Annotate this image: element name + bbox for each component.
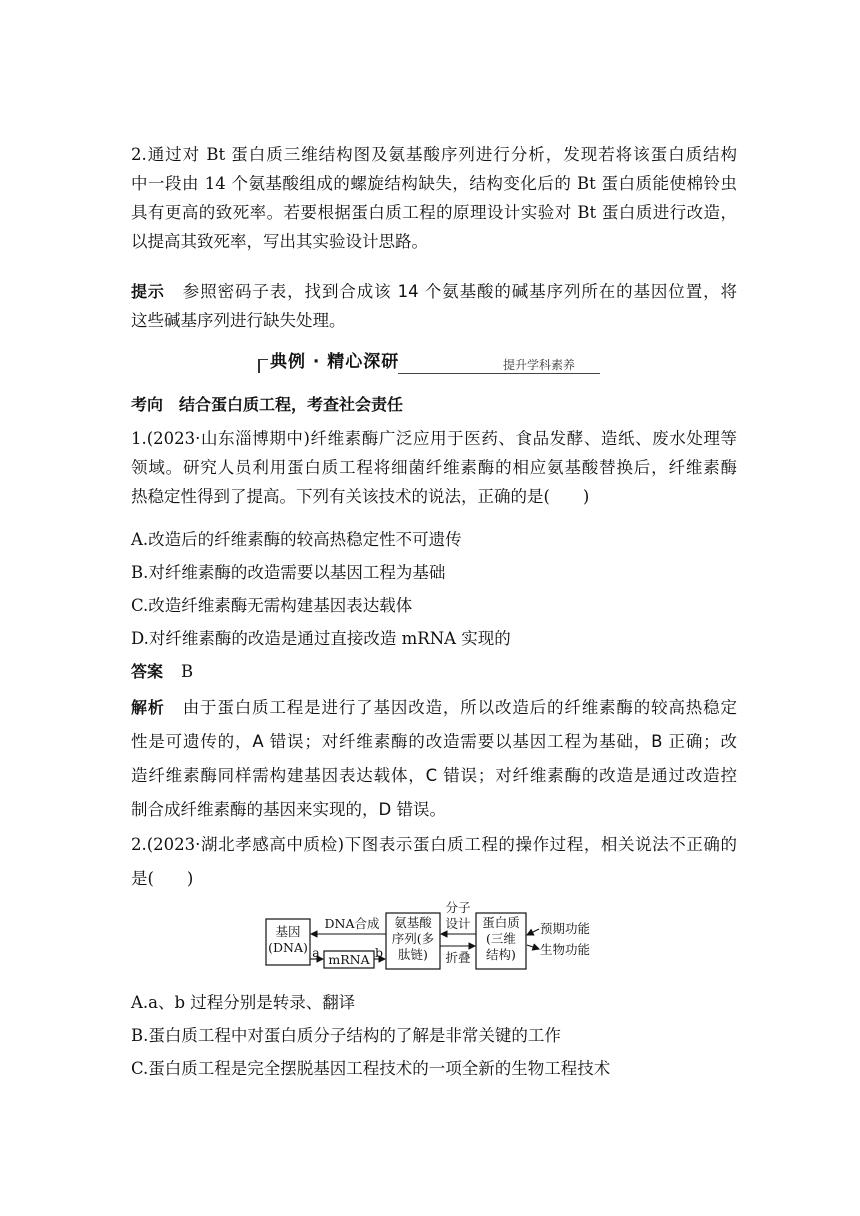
question-line: 是( ) bbox=[131, 869, 194, 888]
banner-subtitle: 提升学科素养 bbox=[503, 358, 576, 372]
analysis-text: 制合成纤维素酶的基因来实现的，D 错误。 bbox=[131, 800, 446, 819]
mrna-label: mRNA bbox=[328, 952, 370, 967]
question-line: 1.(2023·山东淄博期中)纤维素酶广泛应用于医药、食品发酵、造纸、废水处理等 bbox=[131, 429, 737, 448]
analysis-text: 性是可遗传的，A 错误；对纤维素酶的改造需要以基因工程为基础，B 正确；改 bbox=[131, 732, 737, 751]
protein-box-label: 蛋白质 (三维 结构) bbox=[482, 915, 520, 962]
banner-rule bbox=[398, 373, 600, 374]
intro-line: 具有更高的致死率。若要根据蛋白质工程的原理设计实验对 Bt 蛋白质进行改造， bbox=[131, 203, 737, 222]
arrow-label-a: a bbox=[312, 945, 320, 960]
question-line: 领域。研究人员利用蛋白质工程将细菌纤维素酶的相应氨基酸替换后，纤维素酶 bbox=[131, 458, 737, 477]
hint-label: 提示 bbox=[131, 282, 165, 301]
option-b: B.对纤维素酶的改造需要以基因工程为基础 bbox=[131, 563, 446, 582]
molecular-design-label: 分子 设计 bbox=[445, 900, 471, 931]
answer-row bbox=[131, 657, 737, 686]
analysis-label: 解析 bbox=[131, 698, 165, 717]
option-a: A.a、b 过程分别是转录、翻译 bbox=[131, 993, 356, 1012]
banner-dash bbox=[260, 359, 268, 360]
hint-text: 这些碱基序列进行缺失处理。 bbox=[131, 311, 346, 330]
gene-box-label: 基因 (DNA) bbox=[268, 924, 308, 955]
intro-line: 以提高其致死率，写出其实验设计思路。 bbox=[131, 232, 428, 251]
section-banner bbox=[258, 347, 600, 377]
question-2 bbox=[131, 828, 737, 896]
section-heading: 考向 结合蛋白质工程，考查社会责任 bbox=[131, 395, 404, 414]
intro-line: 2.通过对 Bt 蛋白质三维结构图及氨基酸序列进行分析，发现若将该蛋白质结构 bbox=[131, 145, 737, 164]
expected-function-label: 预期功能 bbox=[540, 921, 591, 936]
folding-label: 折叠 bbox=[445, 950, 471, 965]
question-1 bbox=[131, 424, 737, 511]
answer-label: 答案 bbox=[131, 662, 164, 681]
option-c: C.改造纤维素酶无需构建基因表达载体 bbox=[131, 596, 413, 615]
hint-block bbox=[131, 277, 737, 335]
question-line: 热稳定性得到了提高。下列有关该技术的说法，正确的是( ) bbox=[131, 487, 590, 506]
bio-function-label: 生物功能 bbox=[540, 942, 591, 957]
banner-tick bbox=[258, 359, 260, 373]
option-d: D.对纤维素酶的改造是通过直接改造 mRNA 实现的 bbox=[131, 629, 511, 648]
question-1-options bbox=[131, 523, 737, 655]
answer-value: B bbox=[181, 662, 194, 681]
amino-acid-box-label: 氨基酸 序列(多 肽链) bbox=[391, 915, 435, 962]
dna-synthesis-label: DNA合成 bbox=[324, 916, 380, 931]
question-2-options bbox=[131, 986, 737, 1085]
option-a: A.改造后的纤维素酶的较高热稳定性不可遗传 bbox=[131, 530, 462, 549]
intro-line: 中一段由 14 个氨基酸组成的螺旋结构缺失，结构变化后的 Bt 蛋白质能使棉铃虫 bbox=[131, 174, 737, 193]
analysis-block bbox=[131, 691, 737, 827]
question-line: 2.(2023·湖北孝感高中质检)下图表示蛋白质工程的操作过程，相关说法不正确的 bbox=[131, 835, 737, 854]
hint-text: 参照密码子表，找到合成该 14 个氨基酸的碱基序列所在的基因位置，将 bbox=[182, 282, 737, 301]
option-b: B.蛋白质工程中对蛋白质分子结构的了解是非常关键的工作 bbox=[131, 1026, 561, 1045]
intro-question bbox=[131, 140, 737, 256]
option-c: C.蛋白质工程是完全摆脱基因工程技术的一项全新的生物工程技术 bbox=[131, 1059, 611, 1078]
banner-title: 典例 · 精心深研 bbox=[270, 352, 400, 372]
analysis-text: 由于蛋白质工程是进行了基因改造，所以改造后的纤维素酶的较高热稳定 bbox=[182, 698, 737, 717]
arrow-label-b: b bbox=[374, 945, 383, 960]
protein-engineering-diagram bbox=[264, 898, 604, 972]
analysis-text: 造纤维素酶同样需构建基因表达载体，C 错误；对纤维素酶的改造是通过改造控 bbox=[131, 766, 737, 785]
